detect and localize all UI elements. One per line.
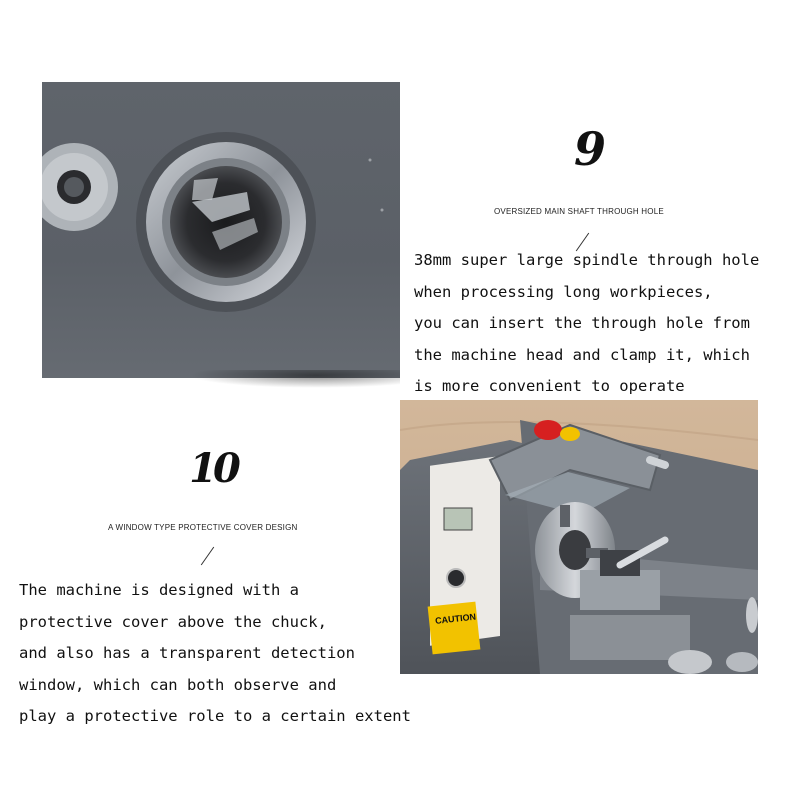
desc-line: when processing long workpieces,	[414, 282, 713, 301]
spindle-illustration	[42, 82, 400, 378]
desc-line: protective cover above the chuck,	[19, 612, 327, 631]
spindle-bore	[170, 166, 282, 278]
section-heading-10: A WINDOW TYPE PROTECTIVE COVER DESIGN	[108, 523, 298, 532]
emergency-stop-button	[534, 420, 562, 440]
section-number-9: 9	[573, 122, 606, 176]
section-heading-9: OVERSIZED MAIN SHAFT THROUGH HOLE	[494, 207, 664, 216]
desc-line: 38mm super large spindle through hole	[414, 251, 760, 269]
desc-line: the machine head and clamp it, which	[414, 345, 750, 364]
photo-shadow	[190, 370, 400, 388]
section-9-description	[414, 245, 759, 403]
caution-text: CAUTION	[434, 611, 477, 626]
lathe-illustration	[400, 400, 758, 674]
spindle-through-hole-photo	[42, 82, 400, 378]
section-number-10: 10	[189, 445, 237, 492]
speed-dial	[447, 569, 465, 587]
speed-display	[444, 508, 472, 530]
lathe-protective-cover-photo	[400, 400, 758, 674]
desc-line: is more convenient to operate	[414, 377, 685, 395]
section-10-description	[19, 575, 411, 733]
caution-sticker	[428, 602, 481, 655]
desc-line: and also has a transparent detection	[19, 644, 355, 662]
desc-line: play a protective role to a certain extent	[19, 707, 411, 725]
desc-line: window, which can both observe and	[19, 675, 337, 694]
divider-slash-10	[201, 547, 214, 566]
desc-line: The machine is designed with a	[19, 581, 299, 599]
desc-line: you can insert the through hole from	[414, 314, 750, 332]
